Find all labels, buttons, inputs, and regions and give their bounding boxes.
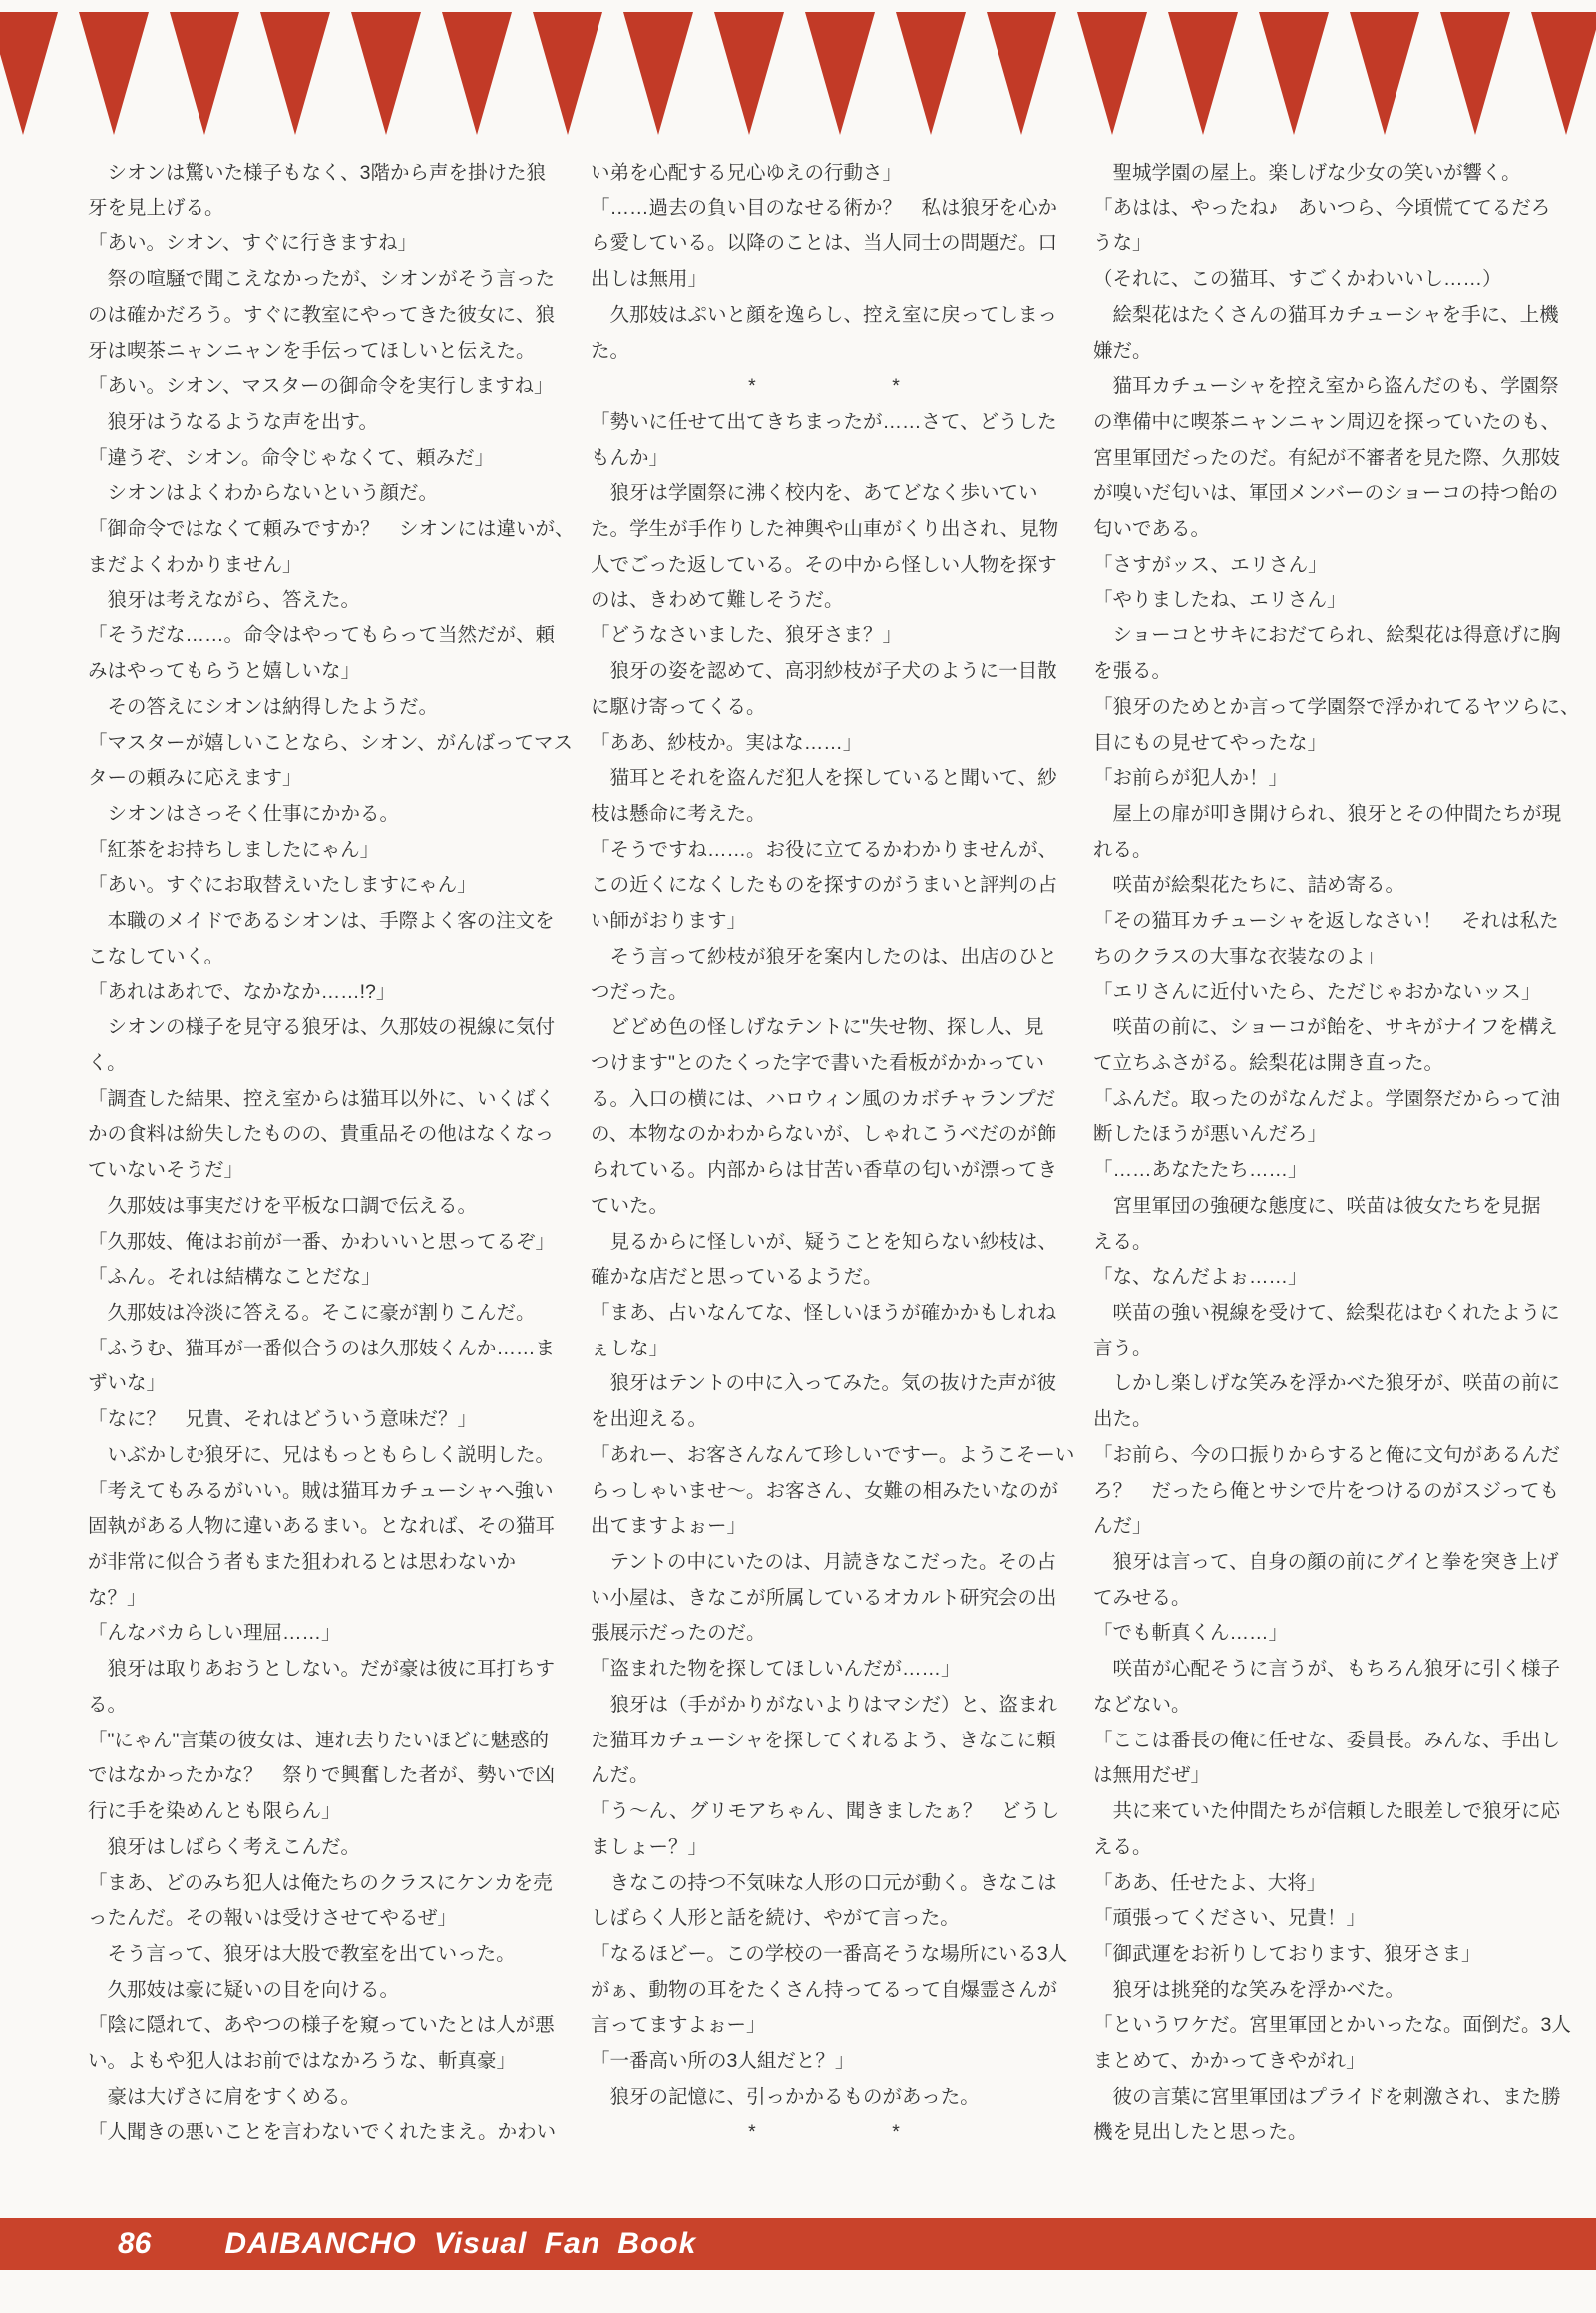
text-line: 狼牙は学園祭に沸く校内を、あてどなく歩いてい <box>591 482 1038 505</box>
text-line: た。学生が手作りした神輿や山車がくり出され、見物 <box>591 518 1059 541</box>
text-line: 「ふん。それは結構なことだな」 <box>88 1266 381 1289</box>
text-line: 「あはは、やったね♪ あいつら、今頃慌ててるだろ <box>1093 196 1551 219</box>
text-line: そう言って紗枝が狼牙を案内したのは、出店のひと <box>591 945 1058 967</box>
text-line: 「どうなさいました、狼牙さま？」 <box>591 624 903 647</box>
text-line: 「まあ、占いなんてな、怪しいほうが確かかもしれね <box>591 1302 1057 1324</box>
text-line: 「一番高い所の3人組だと？」 <box>591 2050 855 2073</box>
text-line: んだ。 <box>591 1764 649 1787</box>
text-line: 咲苗の強い視線を受けて、絵梨花はむくれたように <box>1093 1302 1560 1324</box>
text-line: 枝は懸命に考えた。 <box>591 802 766 825</box>
text-line: ターの頼みに応えます」 <box>88 767 302 790</box>
text-line: 「紅茶をお持ちしましたにゃん」 <box>88 838 380 861</box>
text-line: た。 <box>591 339 630 362</box>
text-line: 「なるほどー。この学校の一番高そうな場所にいる3人 <box>591 1942 1068 1965</box>
page-number: 86 <box>118 2227 152 2260</box>
text-line: 「やりましたね、エリさん」 <box>1093 588 1347 611</box>
text-line: る。 <box>88 1693 128 1716</box>
text-line: ショーコとサキにおだてられ、絵梨花は得意げに胸 <box>1093 624 1561 647</box>
text-line: が嗅いだ匂いは、軍団メンバーのショーコの持つ飴の <box>1093 482 1559 505</box>
text-line: まだよくわかりません」 <box>88 553 302 576</box>
text-line: 断したほうが悪いんだろ」 <box>1093 1123 1328 1146</box>
text-line: 祭の喧騒で聞こえなかったが、シオンがそう言った <box>88 268 556 291</box>
text-line: 「そうだな……。命令はやってもらって当然だが、頼 <box>88 624 556 647</box>
text-line: らっしゃいませ～。お客さん、女難の相みたいなのが <box>591 1479 1059 1502</box>
text-line: ちのクラスの大事な衣装なのよ」 <box>1093 945 1385 967</box>
text-line: 「お前ら、今の口振りからすると俺に文句があるんだ <box>1093 1443 1561 1466</box>
text-line: 行に手を染めんとも限らん」 <box>88 1800 341 1823</box>
text-line: 「お前らが犯人か！」 <box>1093 767 1289 790</box>
text-line: * * <box>748 375 900 398</box>
text-column-3 <box>1093 156 1580 2150</box>
text-line: 狼牙は言って、自身の顔の前にグイと拳を突き上げ <box>1093 1551 1559 1574</box>
text-line: 「まあ、どのみち犯人は俺たちのクラスにケンカを売 <box>88 1871 553 1894</box>
text-line: 「その猫耳カチューシャを返しなさい！ それは私た <box>1093 910 1559 933</box>
text-line: この近くになくしたものを探すのがうまいと評判の占 <box>591 874 1058 897</box>
text-line: 狼牙は（手がかりがないよりはマシだ）と、盗まれ <box>591 1693 1058 1716</box>
text-line: てみせる。 <box>1093 1586 1191 1609</box>
text-line: ずいな」 <box>88 1372 167 1395</box>
text-line: 「盗まれた物を探してほしいんだが……」 <box>591 1658 961 1681</box>
text-line: を出迎える。 <box>591 1408 708 1431</box>
text-line: 張展示だったのだ。 <box>591 1622 766 1645</box>
text-line: のは確かだろう。すぐに教室にやってきた彼女に、狼 <box>88 303 556 326</box>
text-line: 宮里軍団だったのだ。有紀が不審者を見た際、久那妓 <box>1093 446 1561 469</box>
text-line: 狼牙は挑発的な笑みを浮かべた。 <box>1093 1978 1405 2001</box>
text-line: 久那妓は事実だけを平板な口調で伝える。 <box>88 1194 478 1217</box>
text-line: 「御命令ではなくて頼みですか？ シオンには違いが、 <box>88 518 575 541</box>
text-line: 言う。 <box>1093 1337 1152 1359</box>
text-line: 「あれー、お客さんなんて珍しいですー。ようこそーい <box>591 1443 1075 1466</box>
text-line: 狼牙はテントの中に入ってみた。気の抜けた声が彼 <box>591 1372 1057 1395</box>
text-line: る。入口の横には、ハロウィン風のカボチャランプだ <box>591 1087 1056 1110</box>
pennant-triangle <box>170 12 239 135</box>
pennant-triangle <box>1531 12 1596 135</box>
text-line: 宮里軍団の強硬な態度に、咲苗は彼女たちを見据 <box>1093 1194 1541 1217</box>
text-line: 猫耳とそれを盗んだ犯人を探していると聞いて、紗 <box>591 767 1057 790</box>
pennant-triangle <box>1440 12 1510 135</box>
text-line: つけます"とのたくった字で書いた看板がかかってい <box>591 1051 1045 1074</box>
text-line: 目にもの見せてやったな」 <box>1093 731 1328 754</box>
text-line: 「あい。すぐにお取替えいたしますにゃん」 <box>88 874 477 897</box>
text-line: 「……過去の負い目のなせる術か？ 私は狼牙を心か <box>591 196 1058 219</box>
text-line: 聖城学園の屋上。楽しげな少女の笑いが響く。 <box>1093 162 1521 184</box>
pennant-triangle <box>623 12 693 135</box>
text-line: 「マスターが嬉しいことなら、シオン、がんばってマス <box>88 731 573 754</box>
text-line: の、本物なのかわからないが、しゃれこうべだのが飾 <box>591 1123 1057 1146</box>
text-line: 「あい。シオン、マスターの御命令を実行しますね」 <box>88 375 554 398</box>
text-line: 「う～ん、グリモアちゃん、聞きましたぁ？ どうし <box>591 1800 1060 1823</box>
pennant-triangle <box>805 12 875 135</box>
text-line: 「陰に隠れて、あやつの様子を窺っていたとは人が悪 <box>88 2014 555 2037</box>
text-line: い。よもや犯人はお前ではなかろうな、斬真豪」 <box>88 2050 517 2073</box>
text-line: 本職のメイドであるシオンは、手際よく客の注文を <box>88 910 555 933</box>
text-line: い師がおります」 <box>591 910 747 933</box>
text-line: い弟を心配する兄心ゆえの行動さ」 <box>591 162 903 184</box>
text-line: しばらく人形と話を続け、やがて言った。 <box>591 1907 960 1930</box>
text-line: 「あれはあれで、なかなか……!?」 <box>88 980 396 1003</box>
text-line: い小屋は、きなこが所属しているオカルト研究会の出 <box>591 1586 1057 1609</box>
text-line: 共に来ていた仲間たちが信頼した眼差しで狼牙に応 <box>1093 1800 1561 1823</box>
text-line: どどめ色の怪しげなテントに"失せ物、探し人、見 <box>591 1016 1044 1039</box>
text-line: 出しは無用」 <box>591 268 708 291</box>
text-line: がぁ、動物の耳をたくさん持ってるって自爆霊さんが <box>591 1978 1058 2001</box>
text-line: 出た。 <box>1093 1408 1152 1431</box>
pennant-triangle <box>1077 12 1147 135</box>
text-line: 牙を見上げる。 <box>88 196 224 219</box>
text-line: 狼牙は取りあおうとしない。だが豪は彼に耳打ちす <box>88 1658 556 1681</box>
text-line: 咲苗が心配そうに言うが、もちろん狼牙に引く様子 <box>1093 1658 1561 1681</box>
text-line: 久那妓は冷淡に答える。そこに豪が割りこんだ。 <box>88 1302 536 1324</box>
text-line: が非常に似合う者もまた狙われるとは思わないか <box>88 1551 517 1574</box>
text-line: 彼の言葉に宮里軍団はプライドを刺激され、また勝 <box>1093 2085 1561 2108</box>
pennant-triangle <box>442 12 512 135</box>
text-line: 「ああ、紗枝か。実はな……」 <box>591 731 863 754</box>
text-line: 狼牙の記憶に、引っかかるものがあった。 <box>591 2085 980 2108</box>
text-line: 「違うぞ、シオン。命令じゃなくて、頼みだ」 <box>88 446 495 469</box>
text-line: きなこの持つ不気味な人形の口元が動く。きなこは <box>591 1871 1057 1894</box>
pennant-triangle <box>896 12 966 135</box>
text-line: のは、きわめて難しそうだ。 <box>591 588 844 611</box>
text-line: 屋上の扉が叩き開けられ、狼牙とその仲間たちが現 <box>1093 802 1562 825</box>
text-line: 「頑張ってください、兄貴！」 <box>1093 1907 1367 1930</box>
footer-bar <box>0 2218 1596 2270</box>
text-line: もんか」 <box>591 446 669 469</box>
text-line: ていないそうだ」 <box>88 1159 244 1182</box>
text-line: （それに、この猫耳、すごくかわいいし……） <box>1093 268 1502 291</box>
text-line: は無用だぜ」 <box>1093 1764 1211 1787</box>
text-line: える。 <box>1093 1230 1152 1253</box>
text-line: 狼牙はうなるような声を出す。 <box>88 411 378 434</box>
text-line: そう言って、狼牙は大股で教室を出ていった。 <box>88 1942 516 1965</box>
pennant-triangle <box>714 12 784 135</box>
pennant-triangle <box>533 12 602 135</box>
text-line: 「でも斬真くん……」 <box>1093 1622 1289 1645</box>
text-line: テントの中にいたのは、月読きなこだった。その占 <box>591 1551 1057 1574</box>
text-line: 絵梨花はたくさんの猫耳カチューシャを手に、上機 <box>1093 303 1559 326</box>
pennant-triangle <box>1168 12 1238 135</box>
text-line: その答えにシオンは納得したようだ。 <box>88 695 439 718</box>
text-line: な？」 <box>88 1586 147 1609</box>
text-line: 言ってますよぉー」 <box>591 2014 766 2037</box>
pennant-triangle <box>79 12 149 135</box>
text-line: こなしていく。 <box>88 945 224 967</box>
text-line: 狼牙の姿を認めて、高羽紗枝が子犬のように一目散 <box>591 660 1057 683</box>
text-line: 「考えてもみるがいい。賊は猫耳カチューシャへ強い <box>88 1479 554 1502</box>
text-line: の準備中に喫茶ニャンニャン周辺を探っていたのも、 <box>1093 411 1561 434</box>
text-line: た猫耳カチューシャを探してくれるよう、きなこに頼 <box>591 1729 1056 1751</box>
pennant-triangle <box>1350 12 1419 135</box>
pennant-triangle <box>987 12 1056 135</box>
text-line: ら愛している。以降のことは、当人同士の問題だ。口 <box>591 232 1058 255</box>
text-line: 「あい。シオン、すぐに行きますね」 <box>88 232 417 255</box>
text-line: シオンはよくわからないという顔だ。 <box>88 482 439 505</box>
text-line: んだ」 <box>1093 1515 1152 1538</box>
text-line: 嫌だ。 <box>1093 339 1152 362</box>
text-line: 「ふんだ。取ったのがなんだよ。学園祭だからって油 <box>1093 1087 1561 1110</box>
text-line: 「狼牙のためとか言って学園祭で浮かれてるヤツらに、 <box>1093 695 1580 718</box>
text-line: 咲苗の前に、ショーコが飴を、サキがナイフを構え <box>1093 1016 1558 1039</box>
text-line: 「ああ、任せたよ、大将」 <box>1093 1871 1327 1894</box>
pennant-triangle <box>351 12 421 135</box>
text-line: ぇしな」 <box>591 1337 669 1359</box>
text-line: く。 <box>88 1051 127 1074</box>
text-line: 久那妓は豪に疑いの目を向ける。 <box>88 1978 400 2001</box>
text-line: られている。内部からは甘苦い香草の匂いが漂ってき <box>591 1159 1058 1182</box>
text-line: シオンはさっそく仕事にかかる。 <box>88 802 400 825</box>
text-line: うな」 <box>1093 232 1152 255</box>
text-line: ていた。 <box>591 1194 669 1217</box>
text-line: 機を見出したと思った。 <box>1093 2120 1308 2143</box>
text-line: 狼牙は考えながら、答えた。 <box>88 588 361 611</box>
text-column-2 <box>591 156 1075 2150</box>
text-line: シオンの様子を見守る狼牙は、久那妓の視線に気付 <box>88 1016 556 1039</box>
text-line: ったんだ。その報いは受けさせてやるぜ」 <box>88 1907 457 1930</box>
text-line: 「"にゃん"言葉の彼女は、連れ去りたいほどに魅惑的 <box>88 1729 549 1751</box>
text-line: 「なに？ 兄貴、それはどういう意味だ？」 <box>88 1408 478 1431</box>
text-line: 「ふうむ、猫耳が一番似合うのは久那妓くんか……ま <box>88 1337 556 1359</box>
text-line: 「調査した結果、控え室からは猫耳以外に、いくばく <box>88 1087 556 1110</box>
text-line: 「久那妓、俺はお前が一番、かわいいと思ってるぞ」 <box>88 1230 556 1253</box>
text-line: ではなかったかな？ 祭りで興奮した者が、勢いで凶 <box>88 1764 556 1787</box>
pennant-triangle <box>260 12 330 135</box>
text-line: 久那妓はぷいと顔を逸らし、控え室に戻ってしまっ <box>591 303 1058 326</box>
text-line: つだった。 <box>591 980 688 1003</box>
text-line: 「んなバカらしい理屈……」 <box>88 1622 341 1645</box>
text-line: える。 <box>1093 1835 1152 1858</box>
pennant-banner <box>0 12 1596 135</box>
text-line: 「御武運をお祈りしております、狼牙さま」 <box>1093 1942 1481 1965</box>
text-line: かの食料は紛失したものの、貴重品その他はなくなっ <box>88 1123 555 1146</box>
text-line: に駆け寄ってくる。 <box>591 695 766 718</box>
text-line: ましょー？」 <box>591 1835 708 1858</box>
text-line: 咲苗が絵梨花たちに、詰め寄る。 <box>1093 874 1405 897</box>
text-line: まとめて、かかってきやがれ」 <box>1093 2050 1366 2073</box>
text-line: みはやってもらうと嬉しいな」 <box>88 660 361 683</box>
pennant-triangle <box>1259 12 1329 135</box>
text-line: ろ？ だったら俺とサシで片をつけるのがスジっても <box>1093 1479 1560 1502</box>
text-line: 狼牙はしばらく考えこんだ。 <box>88 1835 361 1858</box>
text-line: などない。 <box>1093 1693 1191 1716</box>
pennant-triangle <box>0 12 58 135</box>
text-line: 確かな店だと思っているようだ。 <box>591 1266 883 1289</box>
text-line: 「……あなたたち……」 <box>1093 1159 1308 1182</box>
text-line: 人でごった返している。その中から怪しい人物を探す <box>591 553 1057 576</box>
text-line: 牙は喫茶ニャンニャンを手伝ってほしいと伝えた。 <box>88 339 536 362</box>
text-column-1 <box>88 156 575 2150</box>
text-line: シオンは驚いた様子もなく、3階から声を掛けた狼 <box>88 162 546 184</box>
text-line: 固執がある人物に違いあるまい。となれば、その猫耳 <box>88 1515 556 1538</box>
text-line: 豪は大げさに肩をすくめる。 <box>88 2085 361 2108</box>
text-line: 「な、なんだよぉ……」 <box>1093 1266 1308 1289</box>
text-line: 「というワケだ。宮里軍団とかいったな。面倒だ。3人 <box>1093 2014 1571 2037</box>
text-line: * * <box>748 2120 900 2143</box>
text-line: 「勢いに任せて出てきちまったが……さて、どうした <box>591 411 1057 434</box>
text-line: を張る。 <box>1093 660 1172 683</box>
text-line: 出てますよぉー」 <box>591 1515 747 1538</box>
text-line: 「人聞きの悪いことを言わないでくれたまえ。かわい <box>88 2120 557 2143</box>
text-line: 「そうですね……。お役に立てるかわかりませんが、 <box>591 838 1058 861</box>
text-line: 「ここは番長の俺に任せな、委員長。みんな、手出し <box>1093 1729 1561 1751</box>
text-line: 匂いである。 <box>1093 518 1211 541</box>
text-line: れる。 <box>1093 838 1152 861</box>
book-title: DAIBANCHO Visual Fan Book <box>224 2227 697 2260</box>
text-line: 「エリさんに近付いたら、ただじゃおかないッス」 <box>1093 980 1541 1003</box>
text-columns <box>88 156 1580 2150</box>
text-line: て立ちふさがる。絵梨花は開き直った。 <box>1093 1051 1444 1074</box>
text-line: 見るからに怪しいが、疑うことを知らない紗枝は、 <box>591 1230 1058 1253</box>
text-line: いぶかしむ狼牙に、兄はもっともらしく説明した。 <box>88 1443 556 1466</box>
text-line: 猫耳カチューシャを控え室から盗んだのも、学園祭 <box>1093 375 1559 398</box>
text-line: しかし楽しげな笑みを浮かべた狼牙が、咲苗の前に <box>1093 1372 1561 1395</box>
text-line: 「さすがッス、エリさん」 <box>1093 553 1328 576</box>
